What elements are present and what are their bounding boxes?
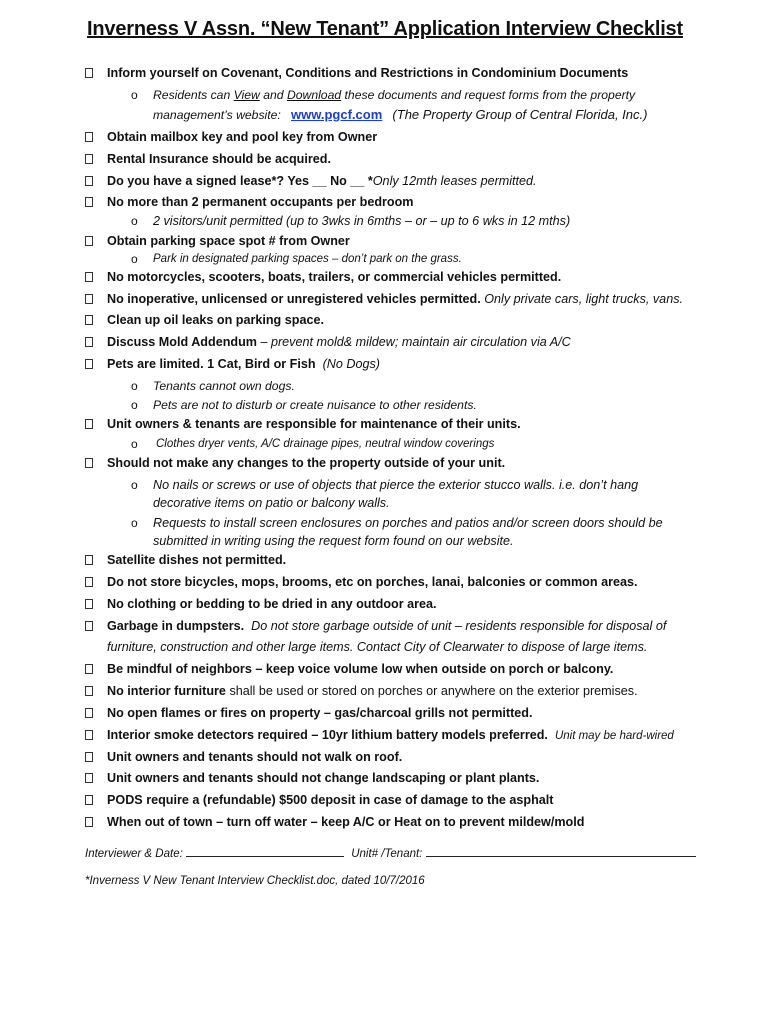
checkbox[interactable]	[85, 773, 93, 783]
checkbox[interactable]	[85, 752, 93, 762]
checkbox[interactable]	[85, 817, 93, 827]
unit-tenant-field[interactable]	[426, 845, 696, 857]
checkbox[interactable]	[85, 730, 93, 740]
checkbox[interactable]	[85, 458, 93, 468]
checkbox[interactable]	[85, 294, 93, 304]
checkbox[interactable]	[85, 272, 93, 282]
document-note: *Inverness V New Tenant Interview Checklist.doc, dated 10/7/2016	[85, 875, 425, 887]
checkbox[interactable]	[85, 555, 93, 565]
company-name: (The Property Group of Central Florida, Inc.)	[392, 107, 648, 122]
checkbox[interactable]	[85, 664, 93, 674]
signature-line	[85, 845, 696, 860]
checkbox[interactable]	[85, 599, 93, 609]
sub-bullet: o	[131, 88, 138, 102]
view-text: View	[233, 88, 260, 102]
checkbox[interactable]	[85, 315, 93, 325]
checkbox[interactable]	[85, 154, 93, 164]
checkbox[interactable]	[85, 236, 93, 246]
checkbox[interactable]	[85, 68, 93, 78]
page-title: Inverness V Assn. “New Tenant” Application Interview Checklist	[87, 18, 683, 40]
checkbox[interactable]	[85, 686, 93, 696]
checkbox[interactable]	[85, 577, 93, 587]
download-text: Download	[286, 88, 342, 102]
checkbox[interactable]	[85, 337, 93, 347]
interviewer-date-field[interactable]	[186, 845, 344, 857]
checkbox[interactable]	[85, 419, 93, 429]
checkbox[interactable]	[85, 708, 93, 718]
checkbox[interactable]	[85, 795, 93, 805]
checkbox[interactable]	[85, 621, 93, 631]
garbage-continued: furniture, construction and other large items. Contact City of Clearwater to dispose of large items.	[107, 640, 648, 654]
checkbox[interactable]	[85, 197, 93, 207]
unit-tenant-label: Unit# /Tenant:	[351, 848, 423, 860]
website-link[interactable]: www.pgcf.com	[291, 107, 383, 122]
checkbox[interactable]	[85, 176, 93, 186]
checkbox[interactable]	[85, 132, 93, 142]
sub-item-website: management’s website: www.pgcf.com (The Property Group of Central Florida, Inc.)	[153, 107, 648, 122]
interviewer-label: Interviewer & Date:	[85, 848, 183, 860]
item-text: Inform yourself on Covenant, Conditions and Restrictions in Condominium Documents	[107, 66, 629, 80]
checkbox[interactable]	[85, 359, 93, 369]
